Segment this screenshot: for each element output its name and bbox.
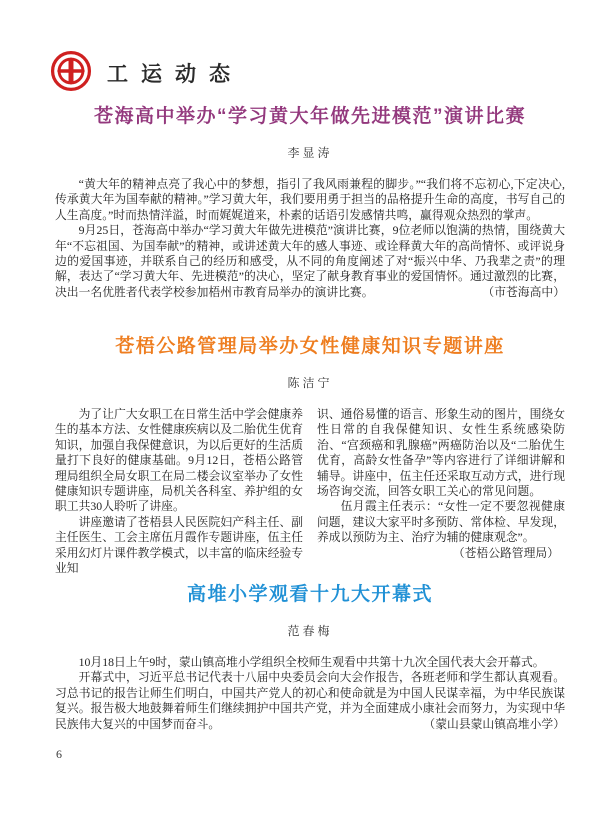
article-3 xyxy=(55,582,565,732)
article-2-paragraph: 伍月霞主任表示：“女性一定不要忽视健康问题，建议大家平时多预防、常体检、早发现，养成以预防为主、治疗为辅的健康观念”。 xyxy=(317,499,565,545)
article-1-paragraph: 9月25日，苍海高中举办“学习黄大年做先进模范”演讲比赛，9位老师以饱满的热情，围绕黄大年“不忘祖国、为国奉献”的精神，或讲述黄大年的感人事迹、或诠释黄大年的高尚情怀、或评说身边的爱国事迹，并联系自己的经历和感受，从不同的角度阐述了对“振兴中华、乃我辈之责”的理解，表达了“学习黄大年、先进模范”的决心，坚定了献身教育事业的爱国情怀。通过激烈的比赛，决出一名优胜者代表学校参加梧州市教育局举办的演讲比赛。 xyxy=(55,223,565,299)
article-1-body xyxy=(55,177,565,300)
union-emblem-icon xyxy=(50,50,92,92)
article-2-columns xyxy=(55,407,565,576)
page-number: 6 xyxy=(56,747,62,761)
article-2-paragraph: 为了让广大女职工在日常生活中学会健康养生的基本方法、女性健康疾病以及二胎优生优育知识，加强自我保健意识，为以后更好的生活质量打下良好的健康基础。9月12日，苍梧公路管理局组织全局女职工在局二楼会议室举办了女性健康知识专题讲座，局机关各科室、养护组的女职工共30人聆听了讲座。 xyxy=(55,407,303,514)
article-2-paragraph: 讲座邀请了苍梧县人民医院妇产科主任、副主任医生、工会主席伍月霞作专题讲座，伍主任采用幻灯片课件教学模式，以丰富的临床经验专业知 xyxy=(55,514,303,576)
article-3-author: 范春梅 xyxy=(287,624,333,638)
article-3-body xyxy=(55,655,565,732)
publication-name: 工运动态 xyxy=(107,62,243,86)
article-3-paragraph: 开幕式中，习近平总书记代表十八届中央委员会向大会作报告，各班老师和学生都认真观看。习总书记的报告让师生们明白，中国共产党人的初心和使命就是为中国人民谋幸福，为中华民族谋复兴。报告极大地鼓舞着师生们继续拥护中国共产党，并为全面建成小康社会而努力，为实现中华民族伟大复兴的中国梦而奋斗。 xyxy=(55,670,565,731)
article-1-title: 苍海高中举办“学习黄大年做先进模范”演讲比赛 xyxy=(93,106,526,127)
article-2-title: 苍梧公路管理局举办女性健康知识专题讲座 xyxy=(115,336,505,357)
article-1 xyxy=(55,104,565,300)
article-2-column-right xyxy=(317,407,565,576)
article-2-attribution: （苍梧公路管理局） xyxy=(452,545,559,560)
article-1-attribution: （市苍海高中） xyxy=(482,284,565,299)
article-1-author: 李显涛 xyxy=(287,146,333,160)
article-3-paragraph: 10月18日上午9时，蒙山镇高堆小学组织全校师生观看中共第十九次全国代表大会开幕式。 xyxy=(78,655,545,669)
article-2-column-left xyxy=(55,407,303,576)
article-1-paragraph: “黄大年的精神点亮了我心中的梦想，指引了我风雨兼程的脚步。”“我们将不忘初心,下定决心,传承黄大年为国奉献的精神。”学习黄大年，我们要用勇于担当的品格提升生命的高度，书写自己的人生高度。”时而热情洋溢，时而娓娓道来，朴素的话语引发感情共鸣，赢得观众热烈的掌声。 xyxy=(55,177,565,222)
article-3-title: 高堆小学观看十九大开幕式 xyxy=(186,584,433,605)
masthead xyxy=(50,50,243,92)
article-2-paragraph-continuation: 识、通俗易懂的语言、形象生动的图片，围绕女性日常的自我保健知识、女性生系统感染防治、“宫颈癌和乳腺癌”两癌防治以及“二胎优生优育，高龄女性备孕”等内容进行了详细讲解和辅导。讲座中，伍主任还采取互动方式，进行现场咨询交流，回答女职工关心的常见问题。 xyxy=(317,407,565,499)
article-2 xyxy=(55,334,565,576)
article-3-attribution: （蒙山县蒙山镇高堆小学） xyxy=(423,716,565,731)
article-2-author: 陈洁宁 xyxy=(287,376,333,390)
